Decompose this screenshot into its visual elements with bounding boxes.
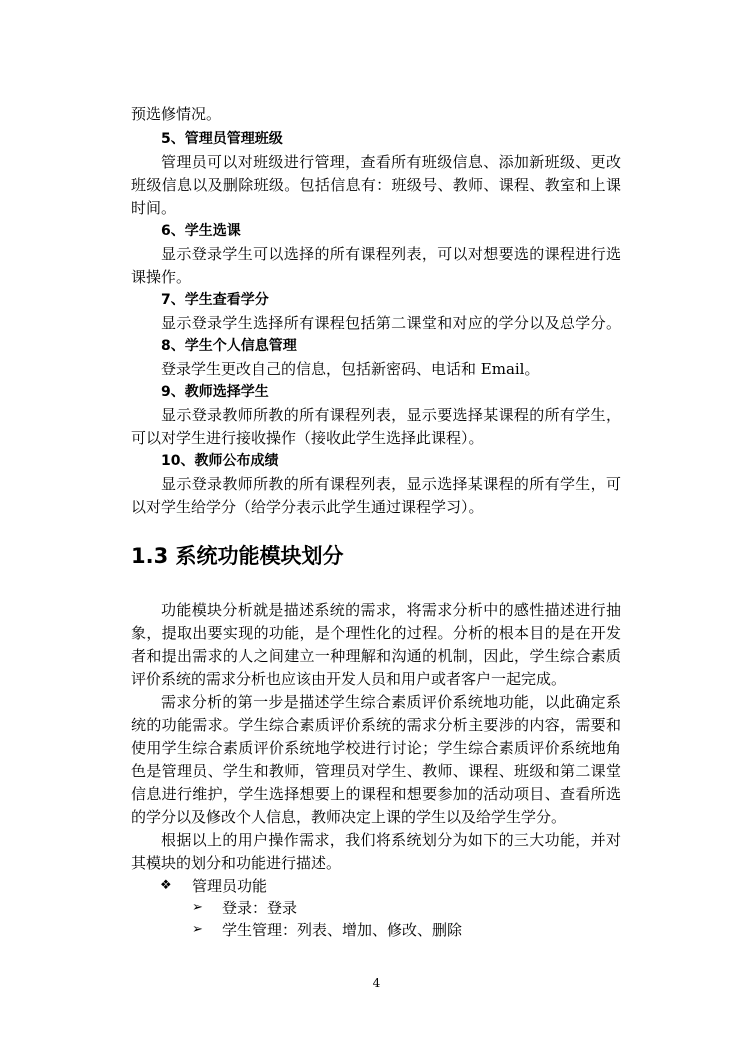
heading-student-info-manage: 8、学生个人信息管理 [161, 338, 297, 354]
paragraph-line: 显示登录教师所教的所有课程列表，显示要选择某课程的所有学生， [161, 406, 621, 424]
paragraph-line: 者和提出需求的人之间建立一种理解和沟通的机制，因此，学生综合素质 [131, 647, 621, 665]
paragraph-line: 功能模块分析就是描述系统的需求，将需求分析中的感性描述进行抽 [161, 601, 621, 619]
list-item: 登录：登录 [222, 899, 298, 917]
paragraph-line: 课操作。 [131, 268, 192, 286]
paragraph-line: 信息进行维护，学生选择想要上的课程和想要参加的活动项目、查看所选 [131, 785, 621, 803]
list-item-admin-functions: 管理员功能 [192, 877, 268, 895]
diamond-bullet-icon: ❖ [160, 878, 172, 893]
paragraph-line: 管理员可以对班级进行管理，查看所有班级信息、添加新班级、更改 [161, 153, 621, 171]
paragraph-line: 根据以上的用户操作需求，我们将系统划分为如下的三大功能，并对 [161, 831, 621, 849]
paragraph-line: 统的功能需求。学生综合素质评价系统的需求分析主要涉的内容，需要和 [131, 716, 621, 734]
paragraph-line: 使用学生综合素质评价系统地学校进行讨论；学生综合素质评价系统地角 [131, 739, 621, 757]
paragraph-line: 色是管理员、学生和教师，管理员对学生、教师、课程、班级和第二课堂 [131, 762, 621, 780]
paragraph-line: 象，提取出要实现的功能，是个理性化的过程。分析的根本目的是在开发 [131, 624, 621, 642]
paragraph-line: 以对学生给学分（给学分表示此学生通过课程学习）。 [131, 498, 484, 516]
paragraph-line: 可以对学生进行接收操作（接收此学生选择此课程）。 [131, 429, 484, 447]
arrow-bullet-icon: ➢ [192, 922, 203, 937]
paragraph-line: 显示登录学生可以选择的所有课程列表，可以对想要选的课程进行选 [161, 245, 621, 263]
heading-teacher-select-student: 9、教师选择学生 [161, 384, 269, 400]
heading-admin-manage-class: 5、管理员管理班级 [161, 131, 283, 147]
paragraph-line: 评价系统的需求分析也应该由开发人员和用户或者客户一起完成。 [131, 670, 567, 688]
paragraph-line: 班级信息以及删除班级。包括信息有：班级号、教师、课程、教室和上课 [131, 176, 621, 194]
continuation-text: 预选修情况。 [131, 105, 222, 123]
heading-student-course-select: 6、学生选课 [161, 223, 241, 239]
paragraph-line: 时间。 [131, 199, 177, 217]
paragraph-line: 的学分以及修改个人信息，教师决定上课的学生以及给学生学分。 [131, 808, 567, 826]
paragraph-line: 显示登录教师所教的所有课程列表，显示选择某课程的所有学生，可 [161, 475, 621, 493]
list-item: 学生管理：列表、增加、修改、删除 [222, 921, 463, 939]
arrow-bullet-icon: ➢ [192, 900, 203, 915]
heading-student-view-credits: 7、学生查看学分 [161, 292, 269, 308]
paragraph-line: 需求分析的第一步是描述学生综合素质评价系统地功能，以此确定系 [161, 693, 621, 711]
heading-teacher-publish-grades: 10、教师公布成绩 [161, 453, 279, 469]
paragraph-line: 登录学生更改自己的信息，包括新密码、电话和 Email。 [161, 360, 540, 378]
paragraph-line: 显示登录学生选择所有课程包括第二课堂和对应的学分以及总学分。 [161, 314, 621, 332]
page-number: 4 [372, 976, 381, 990]
paragraph-line: 其模块的划分和功能进行描述。 [131, 854, 342, 872]
section-title: 1.3 系统功能模块划分 [131, 544, 344, 568]
